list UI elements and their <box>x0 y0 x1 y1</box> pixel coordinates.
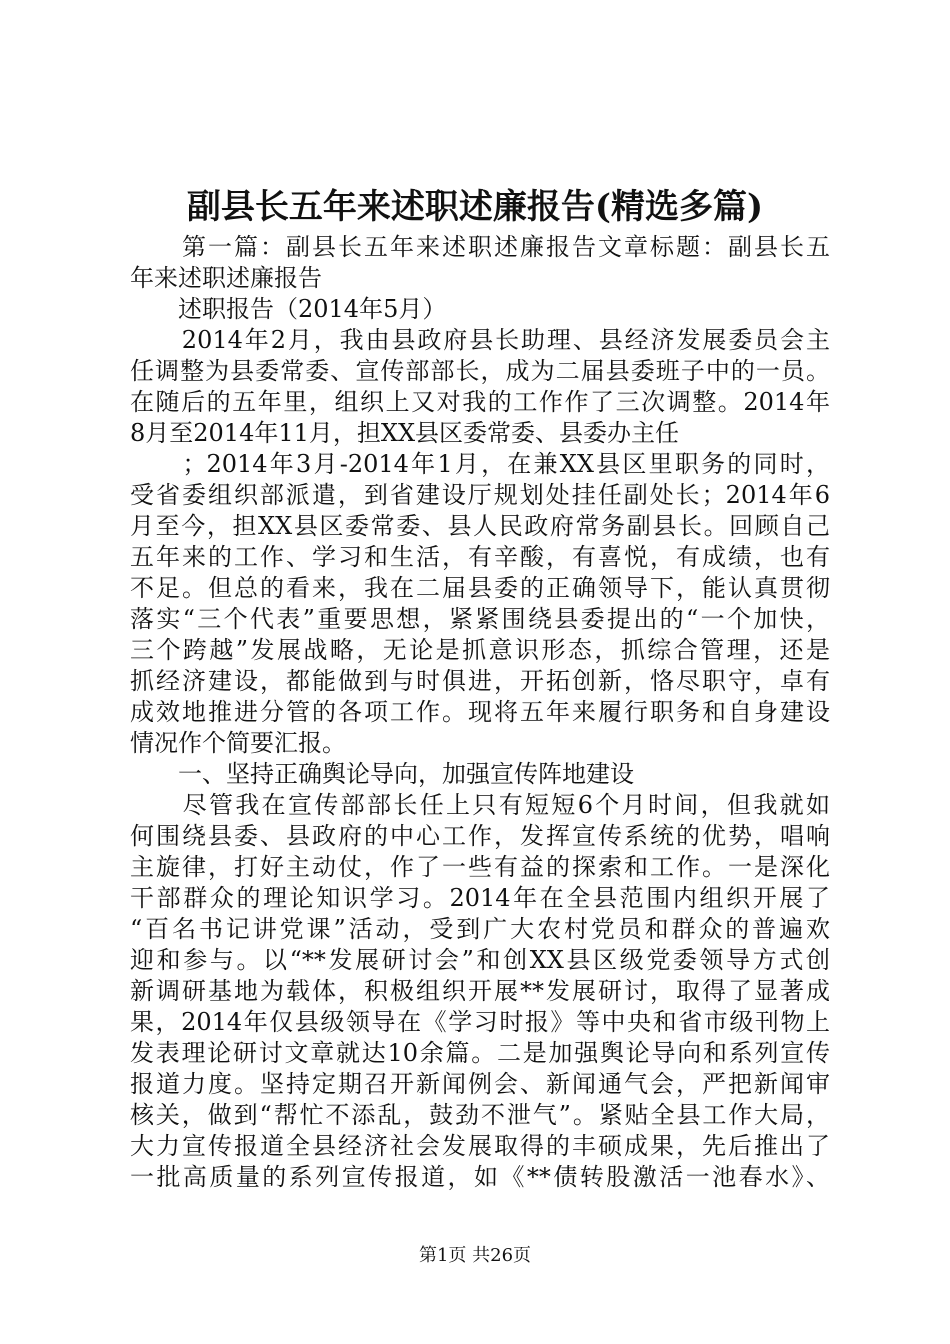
text-line: 迎和参与。以“**发展研讨会”和创XX县区级党委领导方式创 <box>130 946 830 974</box>
page-footer: 第1页 共26页 <box>418 1245 532 1266</box>
text-line: 干部群众的理论知识学习。2014年在全县范围内组织开展了 <box>130 884 830 912</box>
text-line: 述职报告（2014年5月） <box>130 295 447 323</box>
text-line: 年来述职述廉报告 <box>130 264 322 292</box>
text-line: 发表理论研讨文章就达10余篇。二是加强舆论导向和系列宣传 <box>130 1039 830 1067</box>
text-line: 一、坚持正确舆论导向，加强宣传阵地建设 <box>130 760 634 788</box>
text-line: “百名书记讲党课”活动，受到广大农村党员和群众的普遍欢 <box>130 915 830 943</box>
text-line: 受省委组织部派遣，到省建设厅规划处挂任副处长；2014年6 <box>130 481 830 509</box>
text-line: 主旋律，打好主动仗，作了一些有益的探索和工作。一是深化 <box>130 853 830 881</box>
text-line: 2014年2月，我由县政府县长助理、县经济发展委员会主 <box>130 326 830 354</box>
text-line: 大力宣传报道全县经济社会发展取得的丰硕成果，先后推出了 <box>130 1132 830 1160</box>
text-line: 8月至2014年11月，担XX县区委常委、县委办主任 <box>130 419 680 447</box>
text-line: 报道力度。坚持定期召开新闻例会、新闻通气会，严把新闻审 <box>130 1070 830 1098</box>
text-line: 抓经济建设，都能做到与时俱进，开拓创新，恪尽职守，卓有 <box>130 667 830 695</box>
text-line: 不足。但总的看来，我在二届县委的正确领导下，能认真贯彻 <box>130 574 830 602</box>
text-line: 月至今，担XX县区委常委、县人民政府常务副县长。回顾自己 <box>130 512 830 540</box>
text-line: 尽管我在宣传部部长任上只有短短6个月时间，但我就如 <box>130 791 830 819</box>
text-line: 新调研基地为载体，积极组织开展**发展研讨，取得了显著成 <box>130 977 830 1005</box>
text-line: 在随后的五年里，组织上又对我的工作作了三次调整。2014年 <box>130 388 830 416</box>
text-line: 何围绕县委、县政府的中心工作，发挥宣传系统的优势，唱响 <box>130 822 830 850</box>
document-title: 副县长五年来述职述廉报告(精选多篇) <box>186 187 764 227</box>
text-line: 第一篇：副县长五年来述职述廉报告文章标题：副县长五 <box>130 233 830 261</box>
text-line: 情况作个简要汇报。 <box>130 729 346 757</box>
text-line: 成效地推进分管的各项工作。现将五年来履行职务和自身建设 <box>130 698 830 726</box>
text-line: ；2014年3月-2014年1月，在兼XX县区里职务的同时， <box>130 450 830 478</box>
text-line: 任调整为县委常委、宣传部部长，成为二届县委班子中的一员。 <box>130 357 830 385</box>
document-body <box>130 232 830 1193</box>
text-line: 五年来的工作、学习和生活，有辛酸，有喜悦，有成绩，也有 <box>130 543 830 571</box>
text-line: 一批高质量的系列宣传报道，如《**债转股激活一池春水》、 <box>130 1163 830 1191</box>
text-line: 果，2014年仅县级领导在《学习时报》等中央和省市级刊物上 <box>130 1008 830 1036</box>
text-line: 核关，做到“帮忙不添乱，鼓劲不泄气”。紧贴全县工作大局， <box>130 1101 830 1129</box>
text-line: 落实“三个代表”重要思想，紧紧围绕县委提出的“一个加快， <box>130 605 830 633</box>
text-line: 三个跨越”发展战略，无论是抓意识形态，抓综合管理，还是 <box>130 636 830 664</box>
